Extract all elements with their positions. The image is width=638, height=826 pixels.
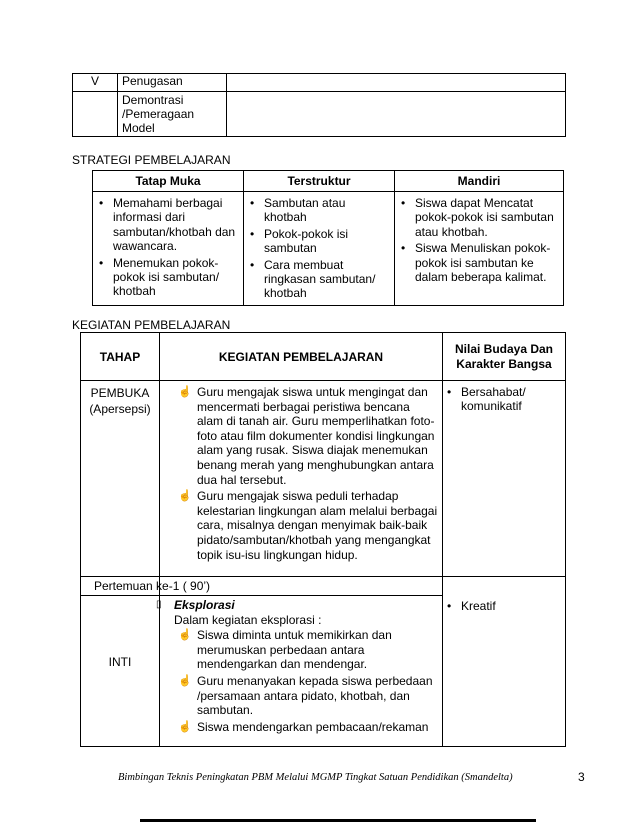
list-item: • Siswa Menuliskan pokok-pokok isi sambutan ke dalam beberapa kalimat.: [401, 241, 559, 284]
activity-line: Model: [122, 121, 155, 135]
empty-cell: [227, 92, 566, 137]
strategy-table: [92, 170, 564, 306]
eksplorasi-block: [156, 596, 442, 738]
hand-pointer-icon: ☝: [178, 674, 192, 687]
hand-pointer-icon: ☝: [178, 720, 192, 733]
list-item: • Siswa dapat Mencatat pokok-pokok isi sambutan atau khotbah.: [401, 196, 559, 239]
list-item: • Menemukan pokok-pokok isi sambutan/ khotbah: [99, 256, 239, 299]
tahap-inti: INTI: [81, 577, 160, 747]
hand-pointer-icon: ☝: [178, 490, 192, 503]
header-nilai: Nilai Budaya Dan Karakter Bangsa: [443, 333, 566, 381]
activity-text: Guru mengajak siswa peduli terhadap kelestarian lingkungan alam melalui berbagai cara, misalnya dengan menyimak baik-baik pidato/sambutan/khotbah yang mengangkat topik isu-isu lingkungan hidup.: [197, 489, 438, 562]
nilai-inti: [443, 577, 566, 747]
list-item: [174, 674, 438, 718]
eksplorasi-intro: Dalam kegiatan eksplorasi :: [174, 612, 322, 627]
pertemuan-label: [80, 577, 442, 596]
activity-line: /Pemeragaan: [122, 107, 195, 121]
activity-text: Siswa mendengarkan pembacaan/rekaman: [197, 719, 429, 734]
tahap-pembuka: [81, 381, 160, 577]
square-bullet-icon: ▯: [156, 599, 162, 610]
list-item: [174, 489, 438, 562]
activities-table: [80, 332, 566, 747]
tahap-label: PEMBUKA: [90, 386, 150, 400]
list-item: • Pokok-pokok isi sambutan: [250, 227, 390, 256]
top-table: [72, 73, 566, 137]
table-row: [81, 577, 566, 747]
list-item: • Memahami berbagai informasi dari sambutan/khotbah dan wawancara.: [99, 196, 239, 254]
list-item: [174, 385, 438, 487]
activity-label: Penugasan: [118, 74, 227, 92]
list-item: • Bersahabat/ komunikatif: [447, 385, 559, 414]
kegiatan-heading: KEGIATAN PEMBELAJARAN: [72, 318, 231, 332]
header-tahap: TAHAP: [81, 333, 160, 381]
empty-cell: [73, 92, 118, 137]
hand-pointer-icon: ☝: [178, 629, 192, 642]
header-mandiri: Mandiri: [395, 171, 564, 192]
eksplorasi-title: Eksplorasi: [174, 598, 235, 612]
activity-label: [118, 92, 227, 137]
list-item: • Kreatif: [447, 599, 559, 613]
table-header-row: [93, 171, 564, 192]
nilai-pembuka: [443, 381, 566, 577]
list-item: • Sambutan atau khotbah: [250, 196, 390, 225]
tatap-muka-cell: [93, 192, 244, 306]
tahap-sublabel: (Apersepsi): [89, 402, 151, 416]
list-item: [174, 628, 438, 672]
table-header-row: [81, 333, 566, 381]
activity-text: Guru menanyakan kepada siswa perbedaan /persamaan antara pidato, khotbah, dan sambutan.: [197, 673, 433, 718]
table-row: [73, 74, 566, 92]
page-number: 3: [578, 770, 585, 784]
strategi-heading: STRATEGI PEMBELAJARAN: [72, 153, 231, 167]
empty-cell: [227, 74, 566, 92]
mandiri-cell: [395, 192, 564, 306]
activity-text: Guru mengajak siswa untuk mengingat dan mencermati berbagai peristiwa bencana alam di tanah air. Guru memperlihatkan foto-foto atau film dokumenter kondisi lingkungan alam yang rusak. Siswa diajak menemukan benang merah yang menghubungkan antara dua hal tersebut.: [197, 385, 435, 487]
header-kegiatan: KEGIATAN PEMBELAJARAN: [160, 333, 443, 381]
table-row: [73, 92, 566, 137]
header-terstruktur: Terstruktur: [244, 171, 395, 192]
footer-text: Bimbingan Teknis Peningkatan PBM Melalui MGMP Tingkat Satuan Pendidikan (Smandelta): [118, 772, 513, 783]
pertemuan-text: Pertemuan ke-1 ( 90’): [94, 579, 211, 593]
table-row: [93, 192, 564, 306]
list-item: [174, 720, 438, 735]
activity-text: Siswa diminta untuk memikirkan dan merumuskan perbedaan antara mendengarkan dan mendengar.: [197, 628, 392, 672]
footer-divider: [140, 819, 536, 822]
hand-pointer-icon: ☝: [178, 386, 192, 398]
table-row: [81, 381, 566, 577]
row-number: V: [73, 74, 118, 92]
list-item: • Cara membuat ringkasan sambutan/ khotbah: [250, 258, 390, 301]
activity-line: Demontrasi: [122, 93, 184, 107]
terstruktur-cell: [244, 192, 395, 306]
header-tatap-muka: Tatap Muka: [93, 171, 244, 192]
pembuka-activities: [160, 381, 443, 577]
